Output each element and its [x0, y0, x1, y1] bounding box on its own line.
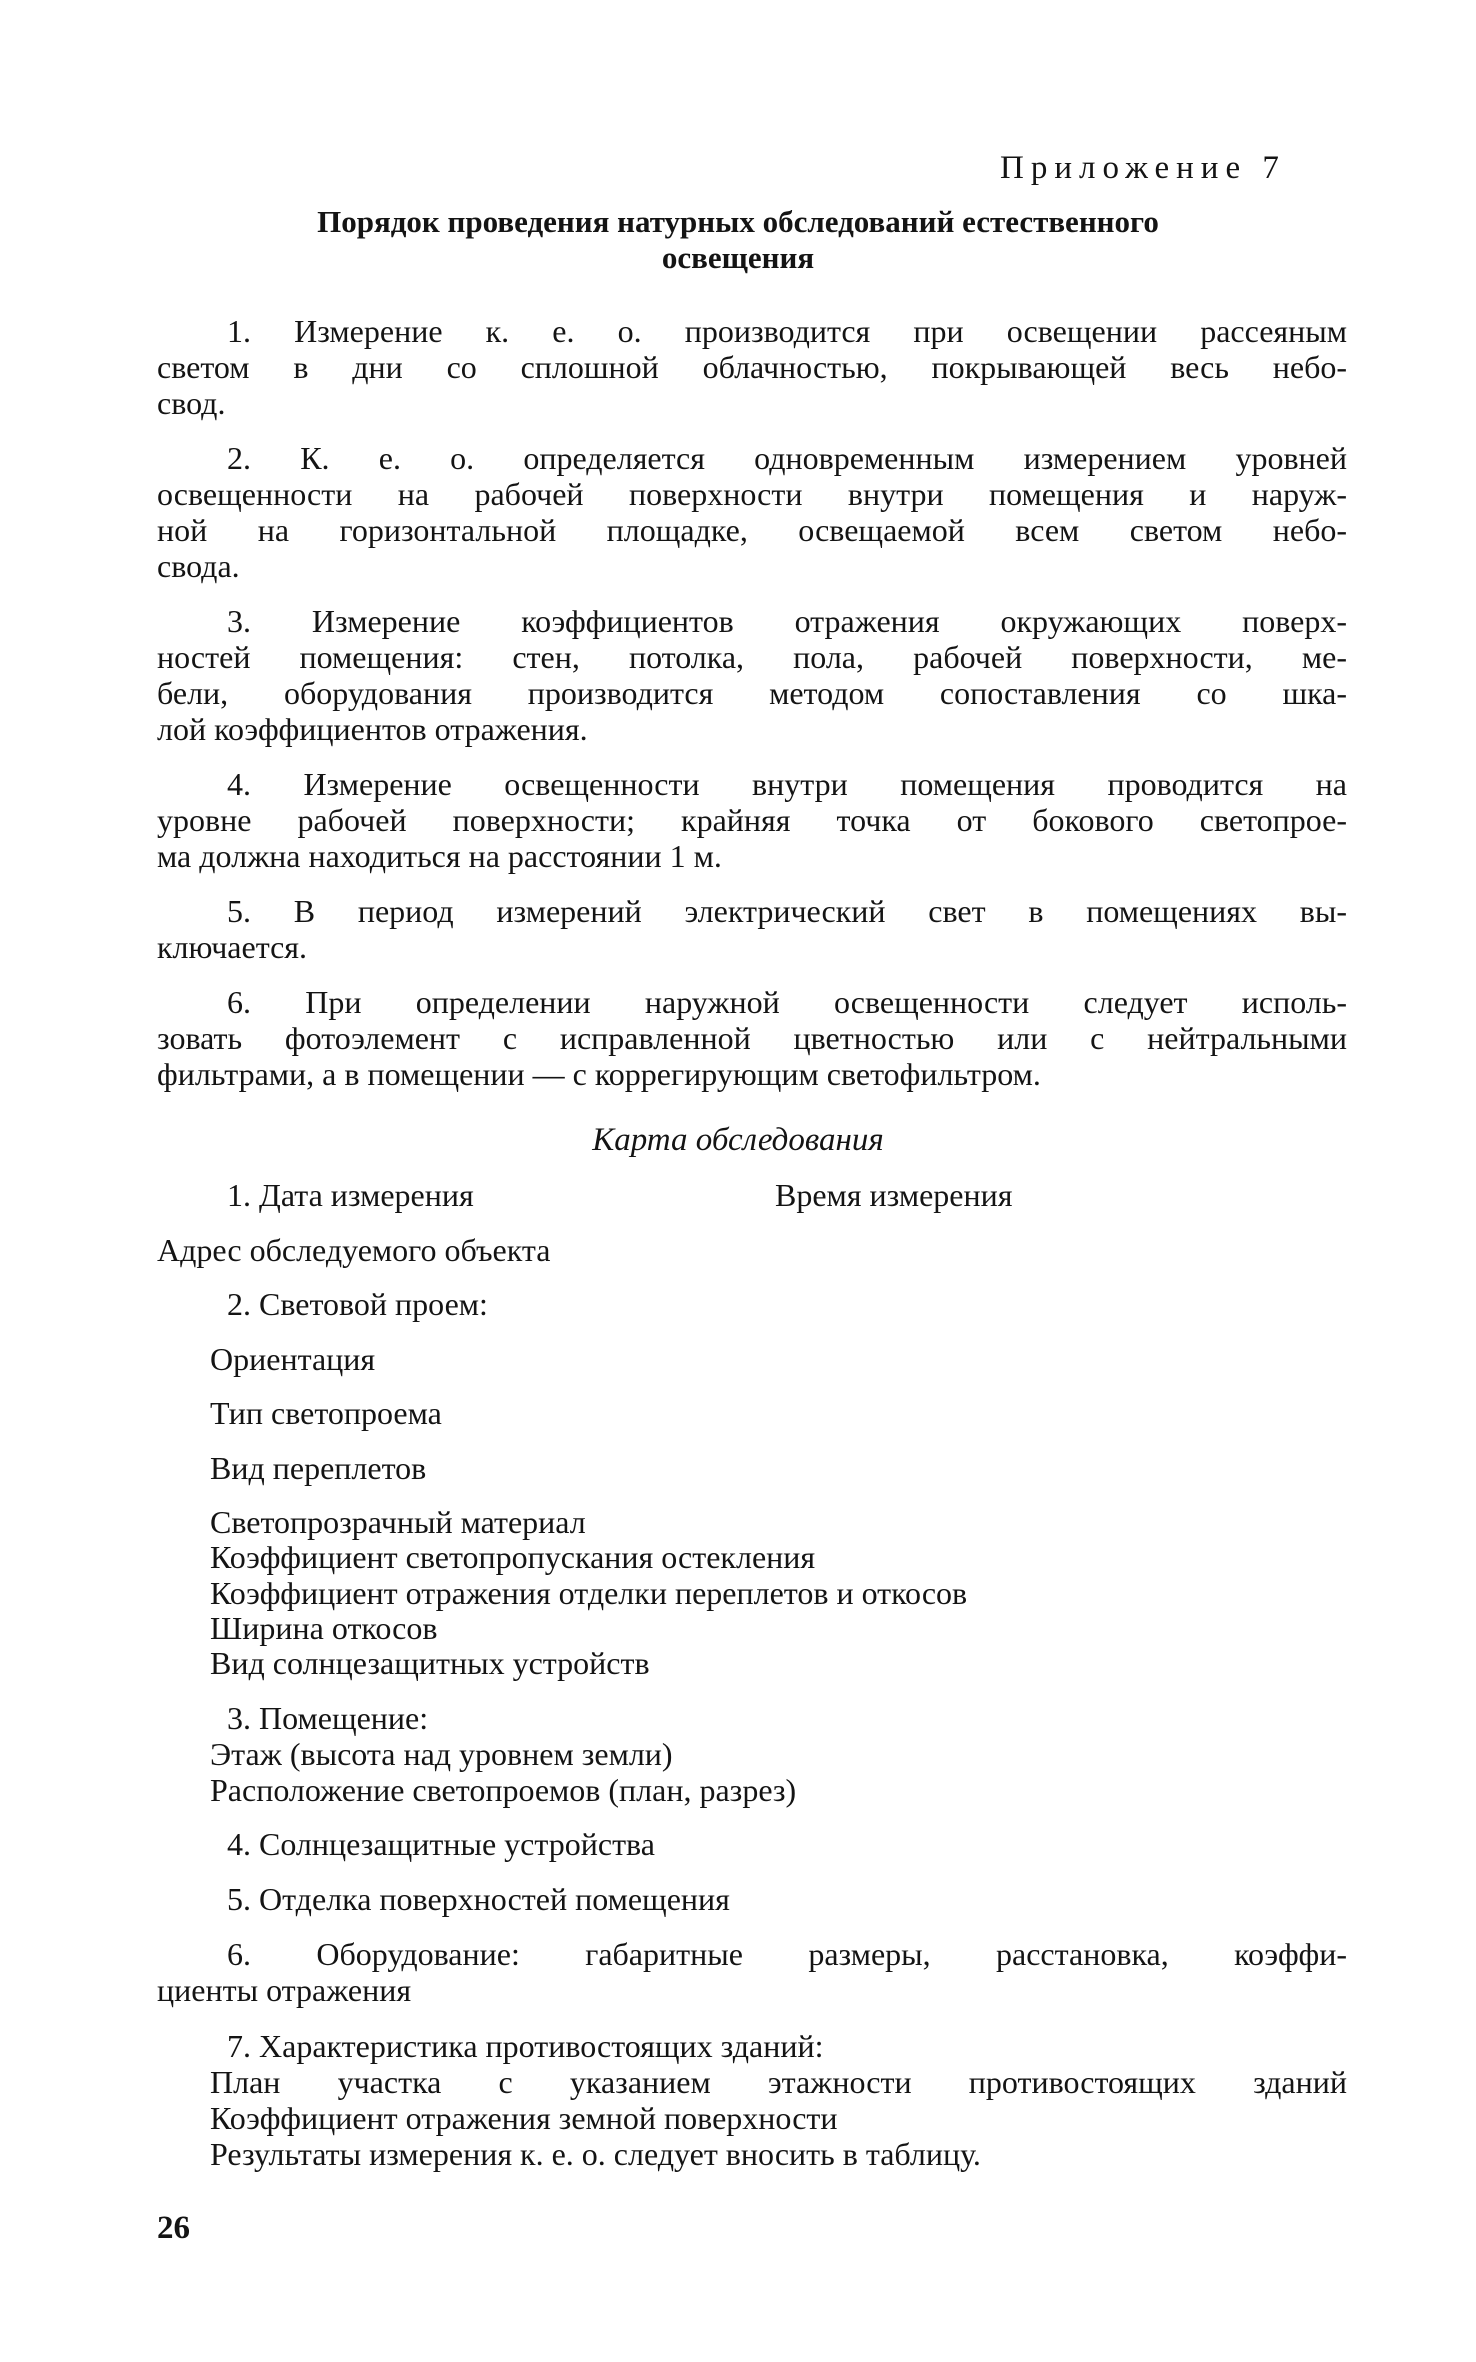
survey-item-2-field: Ориентация	[210, 1341, 376, 1377]
paragraph-1-line-2: светом в дни со сплошной облачностью, покрывающей весь небо-	[157, 349, 1347, 385]
survey-item-2-field: Коэффициент отражения отделки переплетов и откосов	[210, 1575, 968, 1611]
survey-item-2-field: Вид солнцезащитных устройств	[210, 1645, 650, 1681]
survey-item-2-field: Тип светопроема	[210, 1395, 442, 1431]
survey-item-7: 7. Характеристика противостоящих зданий:	[227, 2028, 824, 2064]
survey-item-1-date: 1. Дата измерения	[227, 1177, 474, 1213]
paragraph-2-line-2: освещенности на рабочей поверхности внутри помещения и наруж-	[157, 476, 1347, 512]
paragraph-3-line-1: 3. Измерение коэффициентов отражения окружающих поверх-	[227, 603, 1347, 639]
paragraph-6-line-2: зовать фотоэлемент с исправленной цветностью или с нейтральными	[157, 1020, 1347, 1056]
survey-item-7-field: Коэффициент отражения земной поверхности	[210, 2100, 838, 2136]
paragraph-2-line-3: ной на горизонтальной площадке, освещаемой всем светом небо-	[157, 512, 1347, 548]
survey-item-3-field: Расположение светопроемов (план, разрез)	[210, 1772, 797, 1808]
survey-item-6-line-2: циенты отражения	[157, 1972, 412, 2008]
results-note: Результаты измерения к. е. о. следует вносить в таблицу.	[210, 2136, 981, 2172]
paragraph-5-line-1: 5. В период измерений электрический свет в помещениях вы-	[227, 893, 1347, 929]
page-number: 26	[157, 2210, 190, 2246]
survey-item-6-line-1: 6. Оборудование: габаритные размеры, расстановка, коэффи-	[227, 1936, 1347, 1972]
paragraph-2-line-1: 2. К. е. о. определяется одновременным измерением уровней	[227, 440, 1347, 476]
survey-item-2: 2. Световой проем:	[227, 1286, 488, 1322]
survey-item-2-field: Ширина откосов	[210, 1610, 438, 1646]
paragraph-2-line-4: свода.	[157, 548, 240, 584]
survey-item-2-field: Светопрозрачный материал	[210, 1504, 586, 1540]
paragraph-5-line-2: ключается.	[157, 929, 307, 965]
paragraph-3-line-3: бели, оборудования производится методом сопоставления со шка-	[157, 675, 1347, 711]
survey-item-7-field: План участка с указанием этажности противостоящих зданий	[210, 2064, 1347, 2100]
paragraph-4-line-3: ма должна находиться на расстоянии 1 м.	[157, 838, 722, 874]
document-title-line-1: Порядок проведения натурных обследований естественного	[317, 204, 1159, 239]
survey-item-5: 5. Отделка поверхностей помещения	[227, 1881, 730, 1917]
survey-item-3: 3. Помещение:	[227, 1700, 429, 1736]
paragraph-1-line-3: свод.	[157, 385, 226, 421]
survey-address: Адрес обследуемого объекта	[157, 1232, 551, 1268]
survey-item-1-time: Время измерения	[775, 1177, 1013, 1213]
paragraph-3-line-4: лой коэффициентов отражения.	[157, 711, 588, 747]
paragraph-6-line-3: фильтрами, а в помещении — с коррегирующим светофильтром.	[157, 1056, 1041, 1092]
document-title-line-2: освещения	[661, 240, 815, 275]
survey-item-3-field: Этаж (высота над уровнем земли)	[210, 1736, 673, 1772]
paragraph-1-line-1: 1. Измерение к. е. о. производится при освещении рассеяным	[227, 313, 1347, 349]
survey-item-4: 4. Солнцезащитные устройства	[227, 1826, 655, 1862]
survey-item-2-field: Коэффициент светопропускания остекления	[210, 1539, 816, 1575]
paragraph-4-line-2: уровне рабочей поверхности; крайняя точка от бокового светопрое-	[157, 802, 1347, 838]
appendix-label: Приложение 7	[1000, 150, 1286, 186]
survey-card-heading: Карта обследования	[592, 1122, 884, 1158]
survey-item-2-field: Вид переплетов	[210, 1450, 427, 1486]
paragraph-3-line-2: ностей помещения: стен, потолка, пола, рабочей поверхности, ме-	[157, 639, 1347, 675]
paragraph-6-line-1: 6. При определении наружной освещенности следует исполь-	[227, 984, 1347, 1020]
paragraph-4-line-1: 4. Измерение освещенности внутри помещения проводится на	[227, 766, 1347, 802]
